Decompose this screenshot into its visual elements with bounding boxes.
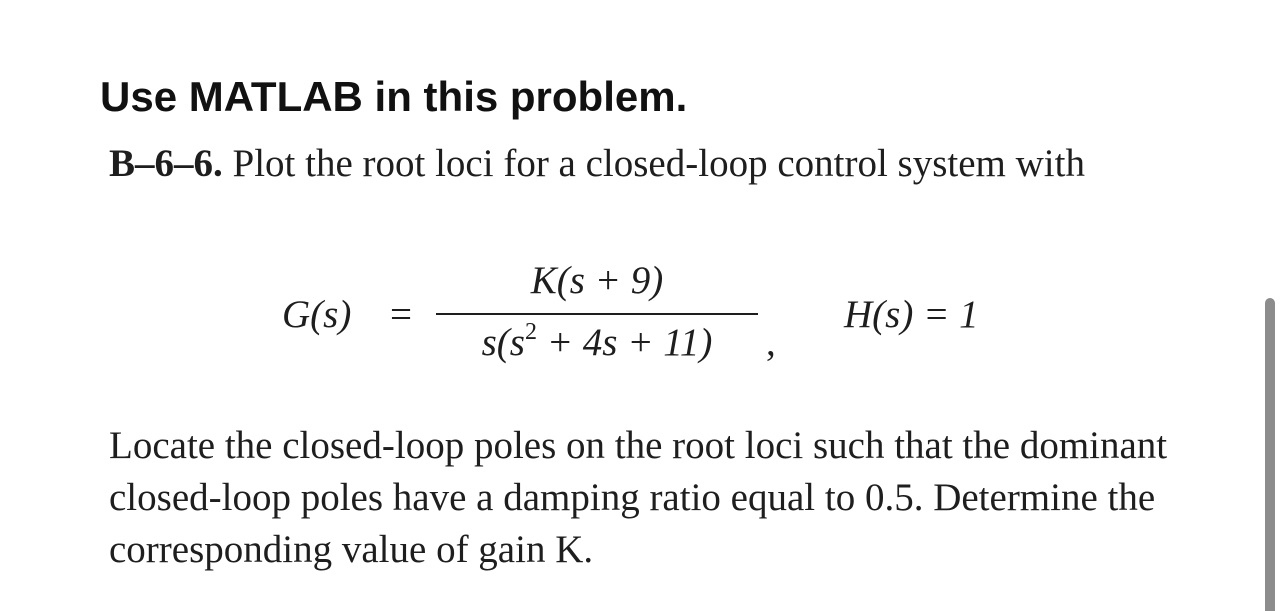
problem-statement (109, 138, 1199, 190)
problem-intro: Plot the root loci for a closed-loop control system with (232, 142, 1085, 185)
problem-number: B–6–6. (109, 142, 223, 185)
instruction-heading: Use MATLAB in this problem. (100, 73, 688, 120)
h-of-s-expression: H(s) = 1 (844, 293, 979, 336)
fraction-numerator: K(s + 9) (530, 259, 664, 302)
vertical-scrollbar[interactable] (1265, 298, 1275, 611)
fraction-bar (436, 313, 758, 315)
g-of-s-label: G(s) (282, 293, 352, 336)
equation-separator: , (766, 321, 776, 364)
equals-sign: = (390, 293, 412, 336)
fraction-denominator: $s(s^2 + 4s + 11)$ (481, 319, 713, 364)
problem-question: Locate the closed-loop poles on the root loci such that the dominant closed-loop poles have a damping ratio equal to 0.5. Determine the corresponding value of gain K. (109, 424, 1168, 571)
